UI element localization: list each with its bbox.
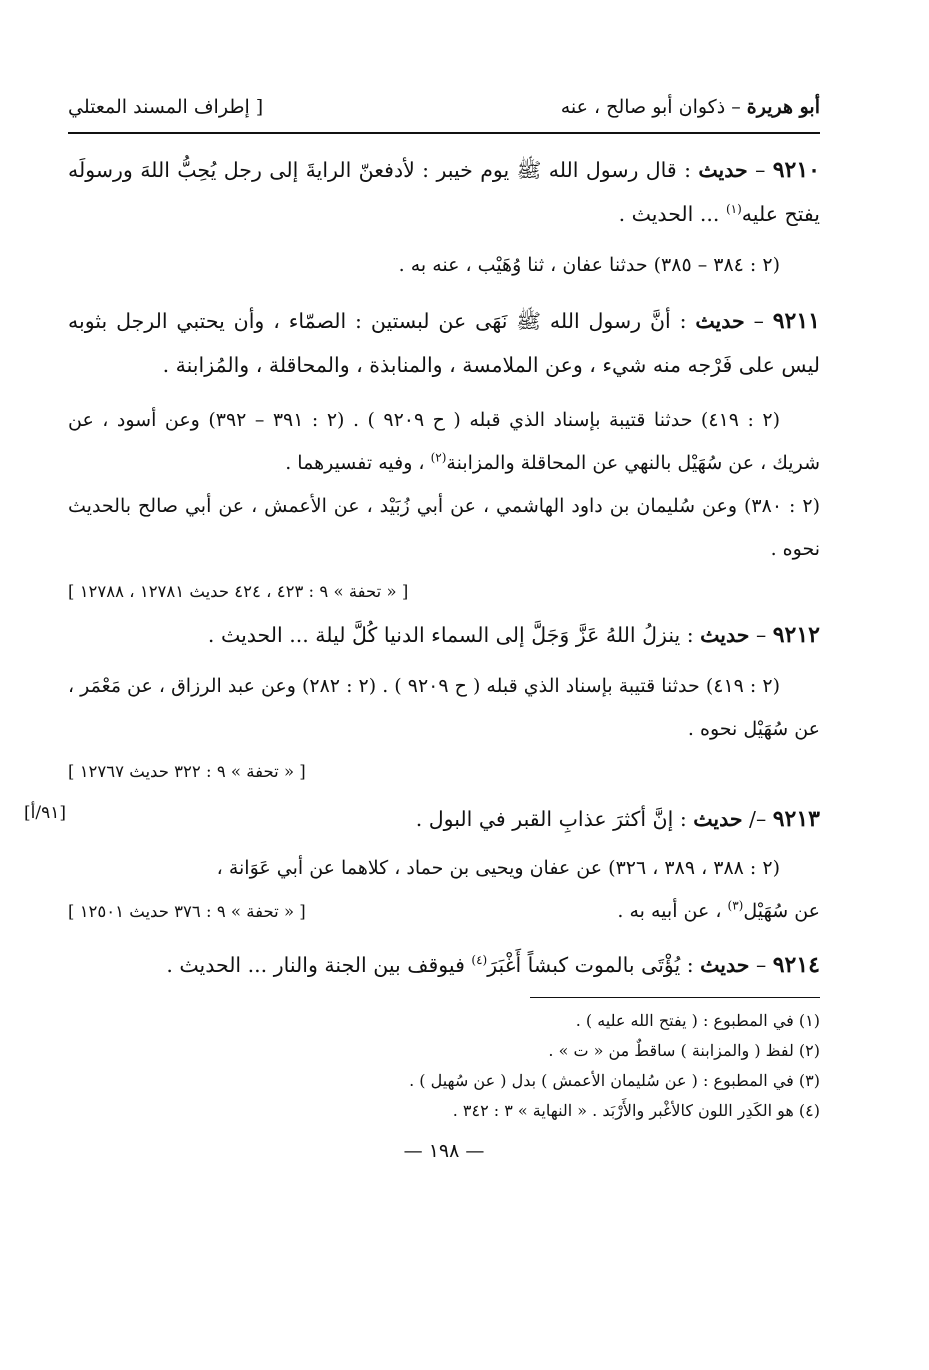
page-number: — ١٩٨ — [403, 1140, 485, 1162]
tuhfa-reference: [ « تحفة » ٩ : ٣٧٦ حديث ١٢٥٠١ ] [68, 902, 306, 921]
hadith-9211-source-2: (٢ : ٣٨٠) وعن سُليمان بن داود الهاشمي ، عن أبي زُبَيْد ، عن الأعمش ، عن أبي صالح بالحديث نحوه . [68, 495, 821, 560]
hadith-number: ٩٢١٠ [772, 157, 820, 183]
hadith-number: ٩٢١١ [772, 308, 820, 334]
hadith-9210-text: ٩٢١٠ – حديث : قال رسول الله ﷺ يوم خيبر : لأدفعنّ الرايةَ إلى رجل يُحِبُّ اللهَ ورسولَه يفتح عليه$^{(١)}$ ... الحديث . [68, 157, 820, 226]
header-rule [68, 132, 820, 134]
footnote-ref: (١) [725, 202, 742, 217]
header-chain: – ذكوان أبو صالح ، عنه [560, 96, 747, 118]
footnote-3: (٣) في المطبوع : ( عن سُليمان الأعمش ) بدل ( عن سُهيل ) . [409, 1071, 820, 1090]
header-narrator: أبو هريرة [746, 96, 820, 118]
header-chapter [561, 96, 820, 118]
hadith-9213-source: (٢ : ٣٨٨ ، ٣٨٩ ، ٣٢٦) عن عفان ويحيى بن حماد ، كلاهما عن أبي عَوَانة ، [216, 857, 780, 879]
hadith-9212-text: ٩٢١٢ – حديث : ينزلُ اللهُ عَزَّ وَجَلَّ إلى السماء الدنيا كُلَّ ليلة ... الحديث . [207, 622, 820, 648]
hadith-number: ٩٢١٣ [772, 806, 820, 832]
book-page [24, 92, 821, 1162]
tuhfa-reference: [ « تحفة » ٩ : ٣٢٢ حديث ١٢٧٦٧ ] [68, 762, 306, 781]
footnote-ref: (٢) [430, 450, 447, 465]
footnote-2: (٢) لفظ ( والمزابنة ) ساقطٌ من « ت » . [548, 1041, 820, 1060]
hadith-keyword: حديث [695, 309, 745, 333]
hadith-9213-text: ٩٢١٣ –/ حديث : إنَّ أكثرَ عذابِ القبر في البول . [415, 806, 820, 832]
hadith-keyword: حديث [693, 807, 743, 831]
hadith-9210-source: (٢ : ٣٨٤ – ٣٨٥) حدثنا عفان ، ثنا وُهَيْب ، عنه به . [398, 254, 780, 276]
footnote-ref: (٤) [471, 953, 488, 968]
running-header [68, 92, 820, 126]
footnote-4: (٤) هو الكَدِر اللون كالأغْبر والأَرْبَد . « النهاية » ٣ : ٣٤٢ . [452, 1101, 820, 1120]
manuscript-folio-marker: [٩١/أ] [24, 803, 66, 823]
hadith-keyword: حديث [698, 158, 748, 182]
footnote-ref: (٣) [727, 898, 744, 913]
hadith-9211-text: ٩٢١١ – حديث : أنَّ رسول الله ﷺ نَهَى عن لبستين : الصمّاء ، وأن يحتبي الرجل بثوبه ليس على فَرْجه منه شيء ، وعن الملامسة ، والمنابذة ، والمحاقلة ، والمُزابنة . [68, 308, 820, 377]
header-book-title: [ إطراف المسند المعتلي [68, 96, 264, 118]
hadith-9212-source: (٢ : ٤١٩) حدثنا قتيبة بإسناد الذي قبله ( ح ٩٢٠٩ ) . (٢ : ٢٨٢) وعن عبد الرزاق ، عن مَعْمَر ، عن سُهَيْل نحوه . [68, 675, 820, 740]
hadith-number: ٩٢١٢ [772, 622, 820, 648]
tuhfa-reference: [ « تحفة » ٩ : ٤٢٣ ، ٤٢٤ حديث ١٢٧٨١ ، ١٢٧٨٨ ] [68, 582, 409, 601]
hadith-keyword: حديث [700, 953, 750, 977]
hadith-9213-source-end: عن سُهَيْل$^{(٣)}$ ، عن أبيه به . [ « تحفة » ٩ : ٣٧٦ حديث ١٢٥٠١ ] [68, 890, 820, 933]
hadith-number: ٩٢١٤ [772, 952, 820, 978]
hadith-9214-text: ٩٢١٤ – حديث : يُؤْتَى بالموت كبشاً أَغْبَرَ$^{(٤)}$ فيوقف بين الجنة والنار ... الحديث . [166, 952, 820, 978]
footnote-1: (١) في المطبوع : ( يفتح الله عليه ) . [575, 1011, 820, 1030]
hadith-keyword: حديث [700, 623, 750, 647]
footnote-separator [530, 997, 820, 998]
hadith-9211-source-1: (٢ : ٤١٩) حدثنا قتيبة بإسناد الذي قبله ( ح ٩٢٠٩ ) . (٢ : ٣٩١ – ٣٩٢) وعن أسود ، عن شريك ، عن سُهَيْل بالنهي عن المحاقلة والمزابنة$^{(٢)}$ ، وفيه تفسيرهما . [68, 409, 820, 474]
